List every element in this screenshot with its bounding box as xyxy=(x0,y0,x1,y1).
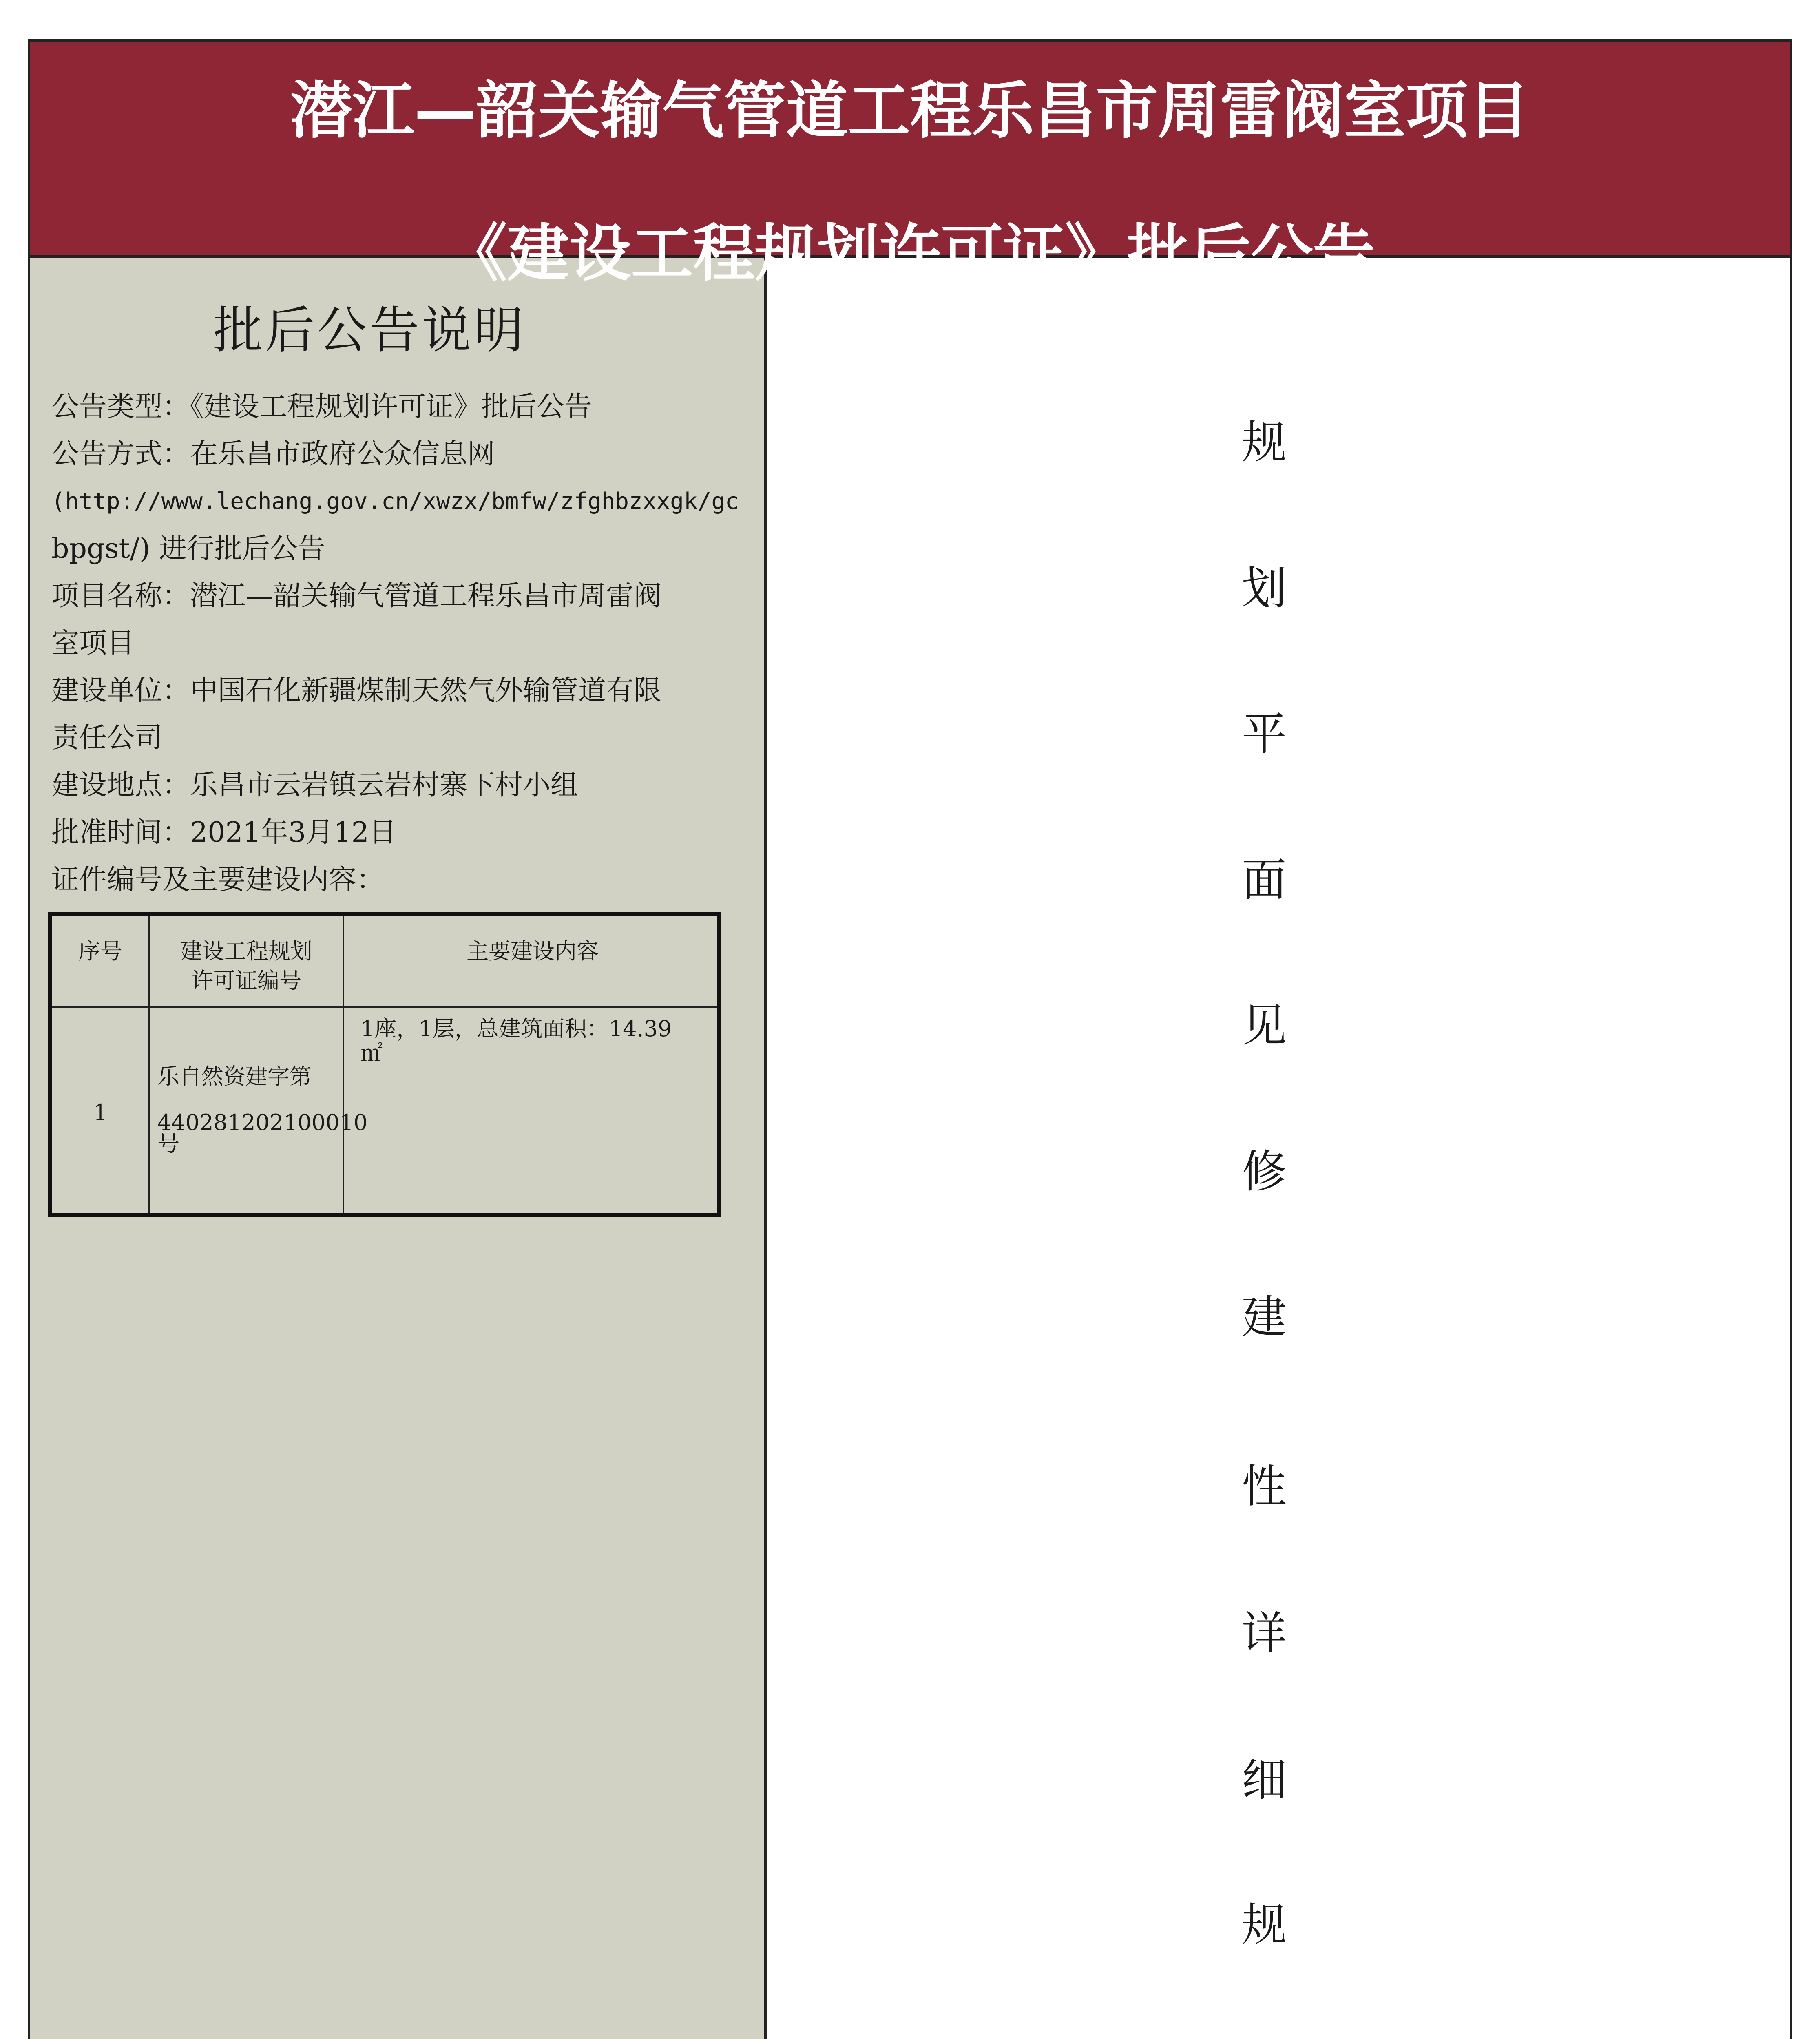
info-line: 公告方式：在乐昌市政府公众信息网 xyxy=(51,438,495,470)
table-header-permit-line2: 许可证编号 xyxy=(191,968,301,993)
header-title-line2: 《建设工程规划许可证》批后公告 xyxy=(445,217,1375,290)
table-cell-permit-no: 号 xyxy=(157,1131,179,1157)
vertical-char: 面 xyxy=(1242,854,1287,906)
vertical-char: 划 xyxy=(1242,562,1287,615)
vertical-char: 平 xyxy=(1242,708,1287,760)
table-cell-content: ㎡ xyxy=(360,1040,383,1066)
table-header-content: 主要建设内容 xyxy=(467,938,599,964)
vertical-char: 规 xyxy=(1242,416,1287,469)
info-line: 项目名称：潜江—韶关输气管道工程乐昌市周雷阀 xyxy=(51,580,662,612)
info-line: 批准时间：2021年3月12日 xyxy=(51,816,397,849)
info-line: 公告类型：《建设工程规划许可证》批后公告 xyxy=(51,391,593,423)
info-line: 建设单位：中国石化新疆煤制天然气外输管道有限 xyxy=(51,675,662,707)
vertical-char: 建 xyxy=(1242,1291,1287,1343)
notice-title: 批后公告说明 xyxy=(213,301,526,359)
table-cell-permit-no: 乐自然资建字第 xyxy=(157,1064,312,1089)
header-title-line1: 潜江—韶关输气管道工程乐昌市周雷阀室项目 xyxy=(290,75,1530,147)
vertical-char: 详 xyxy=(1242,1607,1287,1659)
vertical-char: 见 xyxy=(1242,1000,1287,1052)
table-cell-permit-no: 440281202100010 xyxy=(157,1110,368,1135)
table-header-permit-line1: 建设工程规划 xyxy=(180,938,312,964)
table-cell-index: 1 xyxy=(93,1099,108,1125)
table-row-divider xyxy=(52,1006,717,1008)
table-cell-content: 1座，1层，总建筑面积：14.39 xyxy=(360,1016,672,1042)
info-line: 建设地点：乐昌市云岩镇云岩村寨下村小组 xyxy=(51,769,579,801)
permit-table xyxy=(48,912,721,1217)
vertical-char: 规 xyxy=(1242,1899,1287,1951)
vertical-char: 细 xyxy=(1242,1754,1287,1806)
info-url-line: (http://www.lechang.gov.cn/xwzx/bmfw/zfghbzxxgk/gc xyxy=(51,488,739,515)
notice-info xyxy=(51,383,739,904)
info-line: 证件编号及主要建设内容： xyxy=(51,864,385,896)
vertical-char: 性 xyxy=(1242,1460,1287,1513)
info-line: 室项目 xyxy=(51,627,135,659)
info-line: 责任公司 xyxy=(51,722,163,754)
vertical-char: 修 xyxy=(1242,1146,1287,1198)
table-header-index: 序号 xyxy=(78,938,122,964)
info-line: bpgst/) 进行批后公告 xyxy=(51,533,325,565)
